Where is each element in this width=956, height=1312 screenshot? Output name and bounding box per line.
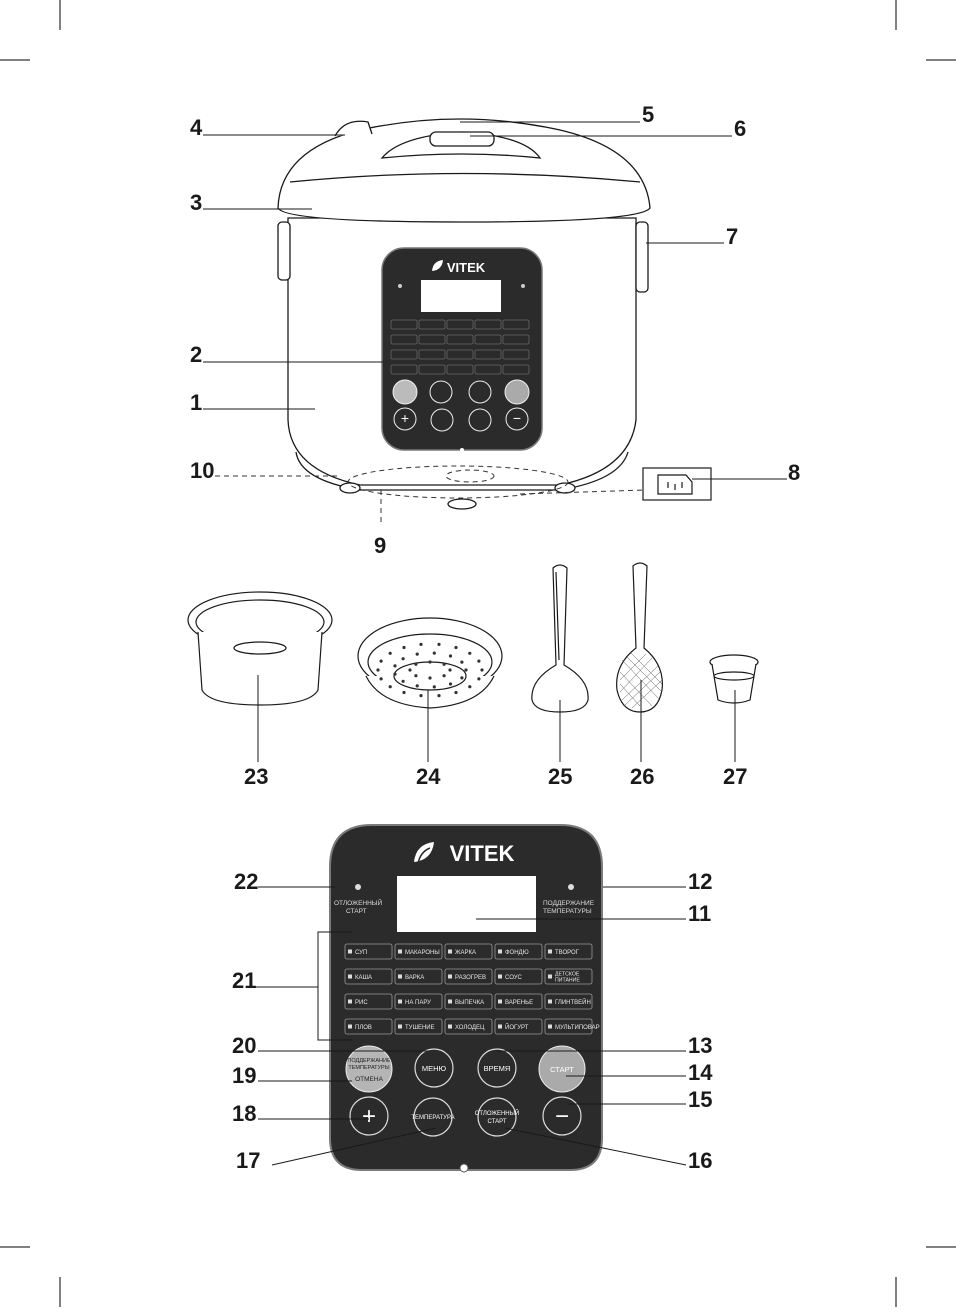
svg-text:+: + <box>400 410 410 426</box>
program-label: КАША <box>355 975 372 981</box>
steamer-hole <box>419 643 422 646</box>
small-brand: VITEK <box>446 260 486 275</box>
spatula <box>532 565 588 712</box>
program-led <box>348 1025 352 1029</box>
callout-9: 9 <box>374 533 387 558</box>
callout-22: 22 <box>234 869 259 894</box>
program-label: ВЫПЕЧКА <box>455 1000 485 1006</box>
keep-warm-label-2: ТЕМПЕРАТУРЫ <box>348 1065 390 1071</box>
callout-5: 5 <box>642 102 655 127</box>
menu-label: МЕНЮ <box>421 1064 447 1073</box>
program-led <box>348 975 352 979</box>
program-label: ТУШЕНИЕ <box>405 1025 435 1031</box>
steamer-hole <box>393 664 396 667</box>
lcd-display <box>397 876 536 932</box>
program-led <box>498 950 502 954</box>
steamer-hole <box>414 674 417 677</box>
callout-25: 25 <box>548 764 573 789</box>
callout-26: 26 <box>630 764 655 789</box>
steamer-hole <box>428 676 431 679</box>
steamer-hole <box>376 668 379 671</box>
callout-8: 8 <box>788 460 801 485</box>
steamer-hole <box>393 673 396 676</box>
callout-23: 23 <box>244 764 269 789</box>
steamer-hole <box>468 652 471 655</box>
program-label: ЖАРКА <box>455 950 477 956</box>
delay-label-2: СТАРТ <box>487 1119 507 1125</box>
program-led <box>448 975 452 979</box>
callout-19: 19 <box>232 1063 257 1088</box>
power-socket <box>643 468 711 500</box>
program-label: ПЛОВ <box>355 1025 372 1031</box>
callout-6: 6 <box>734 116 747 141</box>
keepwarm-indicator-label: ПОДДЕРЖАНИЕ <box>543 900 595 907</box>
program-label: ФОНДЮ <box>505 950 529 956</box>
steamer-hole <box>443 663 446 666</box>
perforated-ladle <box>617 563 663 712</box>
steamer-hole <box>380 677 383 680</box>
callout-17: 17 <box>236 1148 261 1173</box>
program-led <box>548 950 552 954</box>
callout-24: 24 <box>416 764 441 789</box>
small-panel <box>382 248 542 452</box>
steamer-hole <box>448 668 451 671</box>
keepwarm-indicator-label-2: ТЕМПЕРАТУРЫ <box>543 908 592 915</box>
accessories <box>188 563 758 712</box>
program-label: ПИТАНИЕ <box>555 977 580 984</box>
program-led <box>548 1000 552 1004</box>
program-label: РИС <box>355 1000 368 1006</box>
steamer-hole <box>428 660 431 663</box>
steamer-hole <box>437 643 440 646</box>
callout-7: 7 <box>726 224 739 249</box>
program-label: ХОЛОДЕЦ <box>455 1025 485 1031</box>
program-label: ДЕТСКОЕ <box>555 971 580 978</box>
program-label: ТВОРОГ <box>555 950 579 956</box>
plus-label: + <box>361 1103 377 1130</box>
callout-1: 1 <box>190 390 203 415</box>
steamer-hole <box>389 685 392 688</box>
start-label: СТАРТ <box>550 1065 574 1074</box>
steamer-hole <box>449 654 452 657</box>
steamer-hole <box>389 652 392 655</box>
program-led <box>448 1025 452 1029</box>
program-led <box>448 950 452 954</box>
callout-12: 12 <box>688 869 713 894</box>
delay-label-1: ОТЛОЖЕННЫЙ <box>474 1111 520 1117</box>
callout-11: 11 <box>688 901 712 926</box>
program-label: РАЗОГРЕВ <box>455 975 487 981</box>
callout-16: 16 <box>688 1148 713 1173</box>
steamer-hole <box>402 646 405 649</box>
steamer-hole <box>380 660 383 663</box>
program-led <box>448 1000 452 1004</box>
steamer-hole <box>414 663 417 666</box>
program-label: МАКАРОНЫ <box>405 950 440 956</box>
steamer-hole <box>460 676 463 679</box>
steamer-hole <box>416 653 419 656</box>
program-led <box>498 1000 502 1004</box>
steamer-hole <box>454 691 457 694</box>
callout-20: 20 <box>232 1033 257 1058</box>
program-label: МУЛЬТИПОВАР <box>555 1025 600 1031</box>
program-led <box>398 1025 402 1029</box>
callout-10: 10 <box>190 458 215 483</box>
program-led <box>548 975 552 979</box>
lid-handle <box>335 121 372 136</box>
callout-4: 4 <box>190 115 203 140</box>
steamer-hole <box>468 685 471 688</box>
steamer-hole <box>464 668 467 671</box>
keep-warm-label-1: ПОДДЕРЖАНИЕ <box>347 1058 391 1064</box>
indicator-delay <box>355 884 361 890</box>
callout-14: 14 <box>688 1060 713 1085</box>
steamer-hole <box>460 661 463 664</box>
program-label: ЙОГУРТ <box>505 1025 529 1031</box>
cancel-label: ОТМЕНА <box>355 1076 383 1083</box>
callout-13: 13 <box>688 1033 713 1058</box>
valve-top <box>430 132 494 146</box>
steamer-hole <box>433 652 436 655</box>
callout-21: 21 <box>232 968 257 993</box>
inner-bowl <box>188 592 332 705</box>
steamer-hole <box>437 694 440 697</box>
program-led <box>398 950 402 954</box>
program-led <box>498 1025 502 1029</box>
measuring-cup <box>710 655 758 703</box>
steamer-hole <box>480 668 483 671</box>
steamer-hole <box>454 646 457 649</box>
steamer-hole <box>419 694 422 697</box>
program-led <box>348 1000 352 1004</box>
callout-3: 3 <box>190 190 203 215</box>
big-brand: VITEK <box>449 841 515 866</box>
side-handle-left <box>278 222 290 280</box>
indicator-keepwarm <box>568 884 574 890</box>
callout-15: 15 <box>688 1087 713 1112</box>
steamer-hole <box>449 682 452 685</box>
minus-label: − <box>554 1103 570 1130</box>
program-label: ГЛИНТВЕЙН <box>555 1000 591 1006</box>
steamer-hole <box>477 677 480 680</box>
callout-27: 27 <box>723 764 748 789</box>
program-label: СУП <box>355 950 368 956</box>
delay-start-button[interactable] <box>478 1098 516 1136</box>
program-led <box>548 1025 552 1029</box>
steamer-hole <box>443 674 446 677</box>
program-label: СОУС <box>505 975 522 981</box>
program-label: ВАРЕНЬЕ <box>505 1000 534 1006</box>
steamer-hole <box>408 668 411 671</box>
program-led <box>498 975 502 979</box>
program-led <box>398 1000 402 1004</box>
temperature-label: ТЕМПЕРАТУРА <box>411 1115 455 1121</box>
callout-18: 18 <box>232 1101 257 1126</box>
program-led <box>348 950 352 954</box>
steamer-hole <box>402 680 405 683</box>
side-handle-right <box>636 222 648 292</box>
steamer-hole <box>402 691 405 694</box>
steamer-hole <box>402 657 405 660</box>
program-label: НА ПАРУ <box>405 1000 431 1006</box>
delay-indicator-label: ОТЛОЖЕННЫЙ <box>334 900 383 907</box>
steamer-hole <box>477 660 480 663</box>
svg-text:−: − <box>512 410 522 426</box>
program-label: ВАРКА <box>405 975 425 981</box>
time-label: ВРЕМЯ <box>483 1064 511 1073</box>
steamer-hole <box>416 684 419 687</box>
program-led <box>398 975 402 979</box>
steamer-hole <box>433 685 436 688</box>
callout-2: 2 <box>190 342 203 367</box>
delay-indicator-label-2: СТАРТ <box>346 908 367 915</box>
